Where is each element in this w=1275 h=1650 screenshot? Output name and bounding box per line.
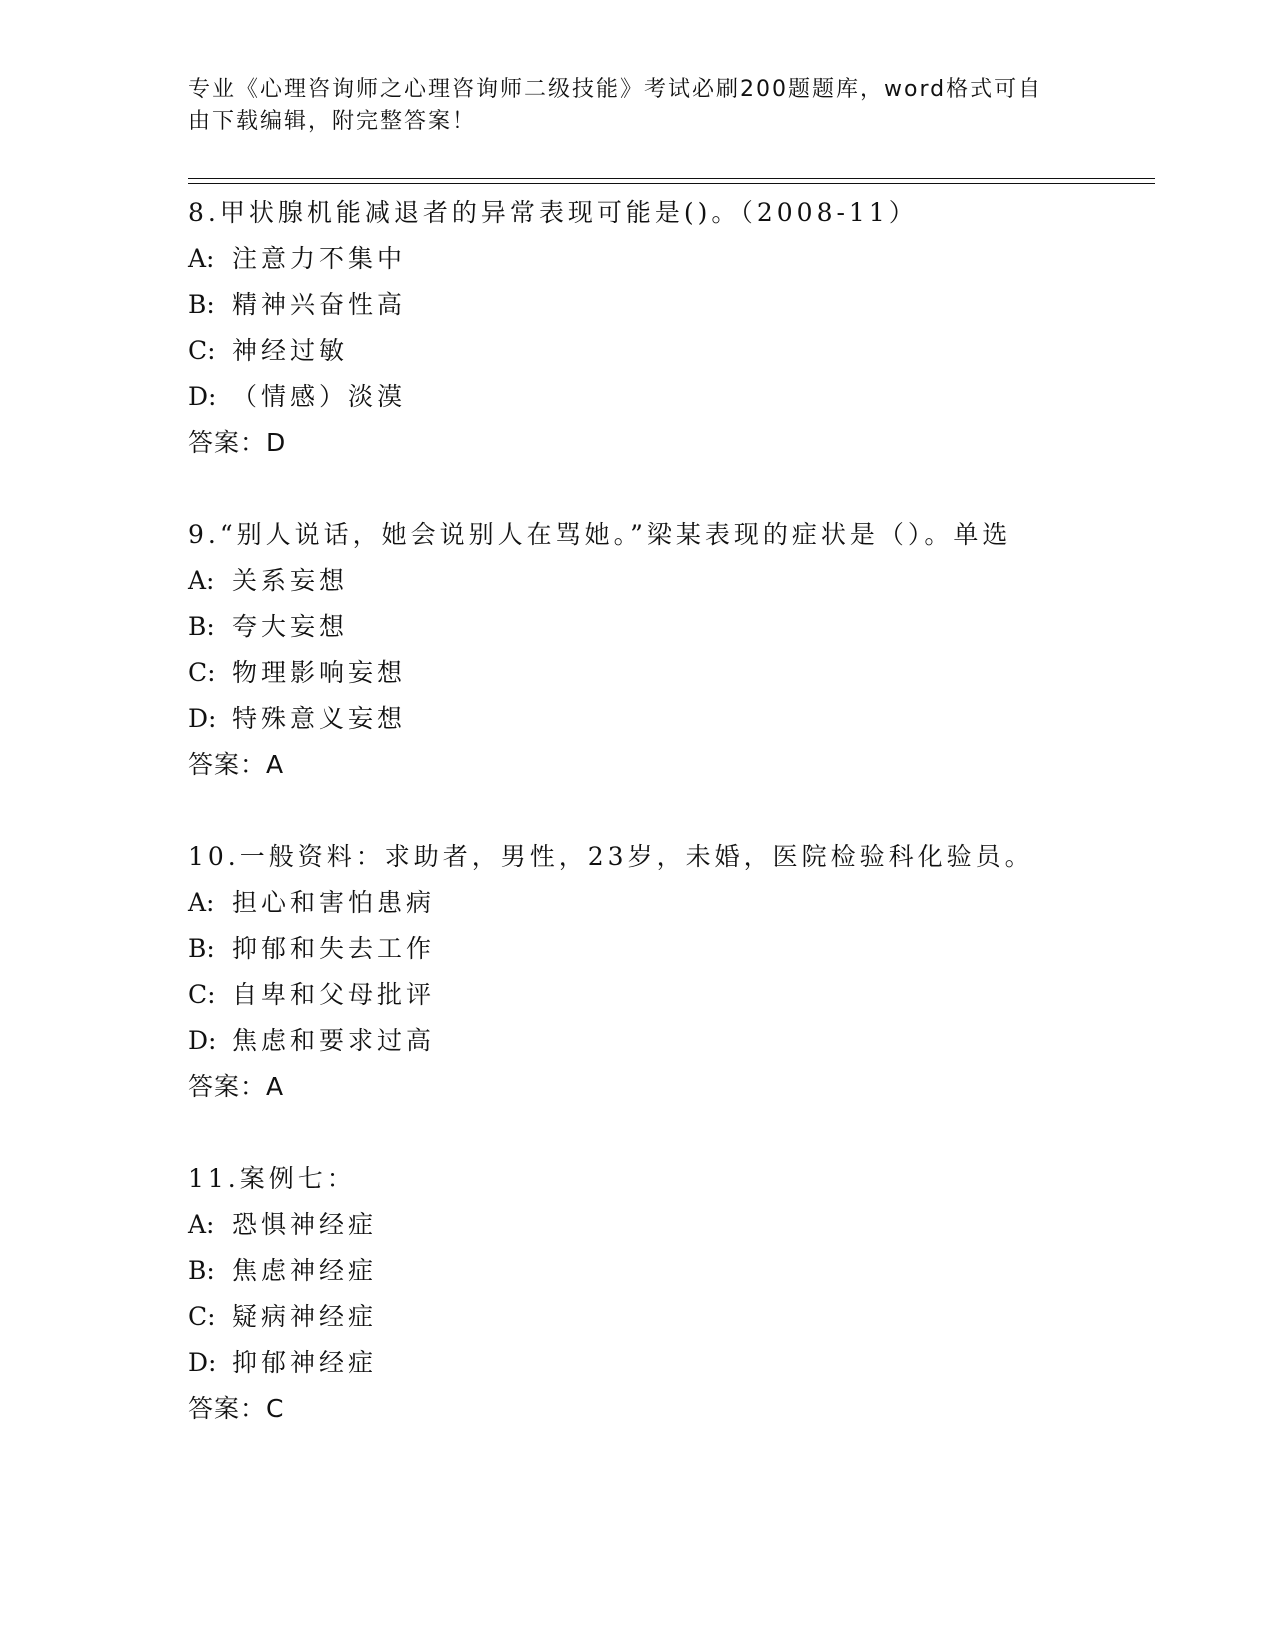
question-stem: 9.“别人说话，她会说别人在骂她。”梁某表现的症状是（）。单选: [188, 520, 1012, 549]
question-stem: 11.案例七：: [188, 1164, 356, 1193]
option-a: [188, 558, 1148, 604]
option-key: D:: [188, 382, 217, 411]
option-text: 夸大妄想: [232, 612, 349, 641]
option-d: [188, 1018, 1148, 1064]
option-text: 焦虑神经症: [232, 1256, 378, 1285]
question-8: [188, 190, 1148, 466]
option-text: 自卑和父母批评: [232, 980, 436, 1009]
option-d: [188, 696, 1148, 742]
option-b: [188, 1248, 1148, 1294]
option-text: 物理影响妄想: [232, 658, 407, 687]
option-text: 关系妄想: [232, 566, 349, 595]
option-key: B:: [188, 1256, 215, 1285]
question-11: [188, 1156, 1148, 1432]
option-b: [188, 604, 1148, 650]
option-text: 精神兴奋性高: [232, 290, 407, 319]
option-d: [188, 1340, 1148, 1386]
option-key: D:: [188, 704, 217, 733]
option-b: [188, 282, 1148, 328]
option-text: 神经过敏: [232, 336, 349, 365]
option-key: A:: [188, 244, 215, 273]
option-c: [188, 1294, 1148, 1340]
option-c: [188, 650, 1148, 696]
option-key: B:: [188, 290, 215, 319]
answer: 答案：A: [188, 1072, 285, 1101]
question-list: [188, 190, 1148, 1478]
header-divider-top: [188, 178, 1155, 179]
option-key: A:: [188, 566, 215, 595]
header-line-1: 专业《心理咨询师之心理咨询师二级技能》考试必刷200题题库，word格式可自: [188, 77, 1043, 102]
option-text: 担心和害怕患病: [232, 888, 436, 917]
answer: 答案：C: [188, 1394, 285, 1423]
option-key: C:: [188, 658, 216, 687]
option-key: B:: [188, 612, 215, 641]
question-stem: 10.一般资料：求助者，男性，23岁，未婚，医院检验科化验员。: [188, 842, 1034, 871]
option-text: 抑郁神经症: [232, 1348, 378, 1377]
question-stem: 8.甲状腺机能减退者的异常表现可能是()。（2008-11）: [188, 198, 918, 227]
option-key: C:: [188, 980, 216, 1009]
answer: 答案：D: [188, 428, 287, 457]
option-c: [188, 328, 1148, 374]
option-key: C:: [188, 1302, 216, 1331]
option-text: 焦虑和要求过高: [232, 1026, 436, 1055]
option-c: [188, 972, 1148, 1018]
option-a: [188, 1202, 1148, 1248]
header-line-2: 由下载编辑，附完整答案！: [188, 109, 477, 134]
option-b: [188, 926, 1148, 972]
option-key: C:: [188, 336, 216, 365]
option-key: D:: [188, 1026, 217, 1055]
option-text: 抑郁和失去工作: [232, 934, 436, 963]
question-9: [188, 512, 1148, 788]
option-text: 恐惧神经症: [232, 1210, 378, 1239]
option-key: A:: [188, 888, 215, 917]
answer: 答案：A: [188, 750, 285, 779]
option-key: B:: [188, 934, 215, 963]
option-text: 注意力不集中: [232, 244, 407, 273]
option-a: [188, 236, 1148, 282]
option-d: [188, 374, 1148, 420]
question-10: [188, 834, 1148, 1110]
header-divider-bottom: [188, 183, 1155, 184]
option-a: [188, 880, 1148, 926]
option-text: （情感）淡漠: [232, 382, 407, 411]
option-key: D:: [188, 1348, 217, 1377]
option-key: A:: [188, 1210, 215, 1239]
option-text: 疑病神经症: [232, 1302, 378, 1331]
document-header: [188, 74, 1078, 138]
option-text: 特殊意义妄想: [232, 704, 407, 733]
